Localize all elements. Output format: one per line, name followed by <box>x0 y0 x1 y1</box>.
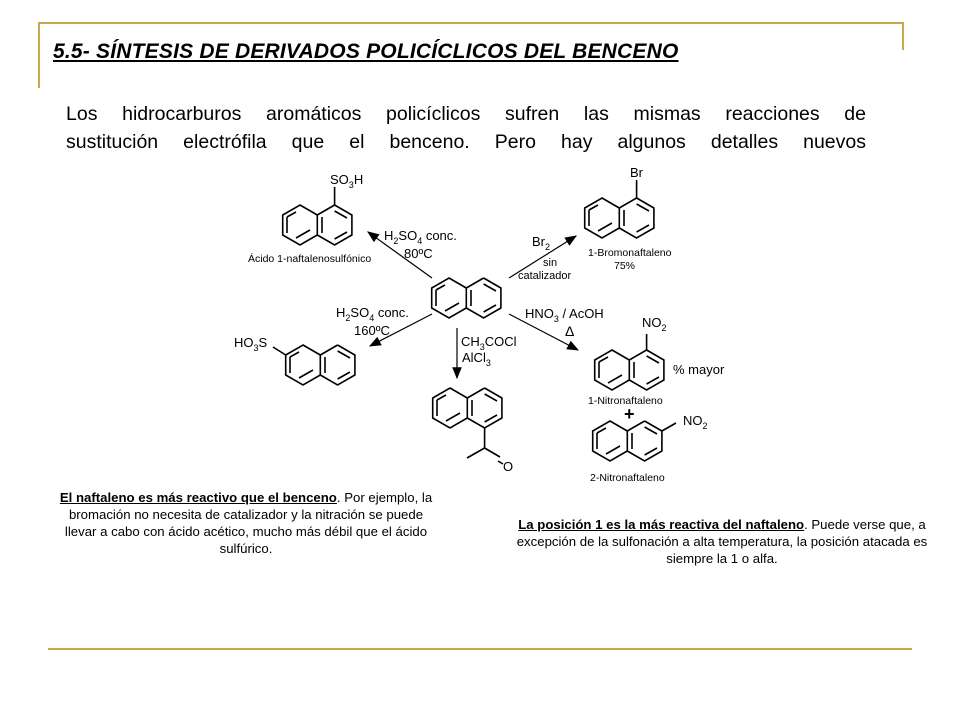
oxygen-label: O <box>503 459 514 474</box>
temp-80: 80ºC <box>404 246 433 261</box>
reagent-br2: $Br_2$ <box>532 234 551 252</box>
note-position <box>512 516 932 567</box>
naphthalene-2-nitro <box>593 421 676 461</box>
catalyst-alcl3: AlCl$_3$ <box>462 350 491 368</box>
reagent-ch3cocl: $CH_3COCl$ <box>461 334 517 352</box>
so3h-label: $SO_3H$ <box>330 172 364 190</box>
naphthalene-bromo <box>585 180 654 238</box>
yield-bromo: 75% <box>614 260 636 272</box>
major-label: % mayor <box>673 362 725 377</box>
note-right-body: . Puede verse que, a excepción de la sulfonación a alta temperatura, la posición atacada es siempre la 1 o alfa. <box>516 517 928 566</box>
note-left-head: El naftaleno es más reactivo que el benceno <box>59 490 337 505</box>
cond-sin: sin <box>543 257 558 269</box>
intro-line-2: sustitución electrófila que el benceno. Pero hay algunos detalles nuevos <box>66 131 866 153</box>
product-1-nitro-label: 1-Nitronaftaleno <box>588 395 663 407</box>
reagent-h2so4-160: $H_2SO_4$ conc. <box>336 305 409 323</box>
note-right-head: La posición 1 es la más reactiva del naftaleno <box>518 517 805 532</box>
note-reactivity <box>56 489 436 557</box>
temp-160: 160ºC <box>354 323 390 338</box>
product-2-nitro-label: 2-Nitronaftaleno <box>590 472 665 484</box>
plus-sign: + <box>624 404 635 424</box>
ho3s-label: $HO_3S$ <box>234 335 268 353</box>
heat-symbol: Δ <box>565 323 575 339</box>
product-bromo-label: 1-Bromonaftaleno <box>588 247 672 259</box>
reagent-hno3: $HNO_3$ / AcOH <box>525 306 604 324</box>
product-sulfonic-label: Ácido 1-naftalenosulfónico <box>248 253 372 265</box>
naphthalene-acetyl <box>433 388 503 464</box>
intro-line-1: Los hidrocarburos aromáticos policíclicos sufren las mismas reacciones de <box>66 103 866 125</box>
slide-title: 5.5- SÍNTESIS DE DERIVADOS POLICÍCLICOS DEL BENCENO <box>53 40 679 63</box>
naphthalene-1-nitro <box>595 334 664 390</box>
naphthalene-sulfonic-acid <box>283 187 352 245</box>
note-left-body: . Por ejemplo, la bromación no necesita de catalizador y la nitración se puede llevar a cabo con ácido acético, mucho más débil que el ácido sulfúrico. <box>64 490 433 556</box>
reagent-h2so4-80: $H_2SO_4$ conc. <box>384 228 457 246</box>
naphthalene-2-sulfonic <box>273 345 355 385</box>
no2-label-2: $NO_2$ <box>683 413 708 431</box>
no2-label-1: $NO_2$ <box>642 315 667 333</box>
cond-catalizador: catalizador <box>518 270 572 282</box>
br-label: Br <box>630 165 643 180</box>
naphthalene-center <box>432 278 501 318</box>
